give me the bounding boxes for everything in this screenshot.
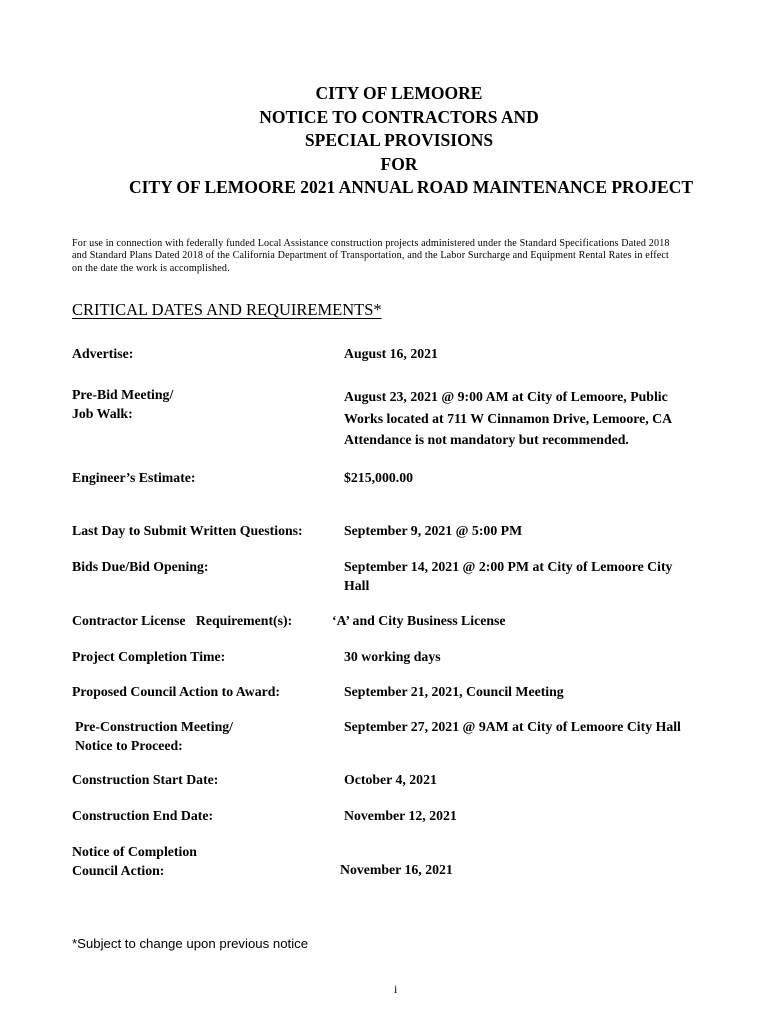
completion-time-value: 30 working days	[344, 649, 441, 664]
start-date-value: October 4, 2021	[344, 772, 437, 787]
title-line-notice: NOTICE TO CONTRACTORS AND	[259, 106, 539, 127]
estimate-value: $215,000.00	[344, 470, 413, 485]
intro-line: For use in connection with federally funded Local Assistance construction projects administered under the Standard Specifications Dated 2018	[72, 238, 670, 249]
estimate-label: Engineer’s Estimate:	[72, 470, 196, 485]
council-award-label: Proposed Council Action to Award:	[72, 684, 280, 699]
prebid-value	[344, 386, 672, 451]
prebid-label	[72, 386, 173, 423]
prebid-label-line: Pre-Bid Meeting/	[72, 387, 174, 402]
council-award-value: September 21, 2021, Council Meeting	[344, 684, 564, 699]
completion-time-label: Project Completion Time:	[72, 649, 226, 664]
prebid-value-line: Attendance is not mandatory but recommended.	[344, 432, 629, 447]
end-date-label: Construction End Date:	[72, 808, 214, 823]
bids-value-line: Hall	[344, 577, 370, 593]
notice-completion-label	[72, 843, 197, 880]
section-heading: CRITICAL DATES AND REQUIREMENTS*	[72, 300, 382, 319]
bids-label: Bids Due/Bid Opening:	[72, 559, 209, 574]
prebid-value-line: August 23, 2021 @ 9:00 AM at City of Lemoore, Public	[344, 389, 668, 404]
intro-line: and Standard Plans Dated 2018 of the California Department of Transportation, and the Labor Surcharge and Equipment Rental Rates in effect	[72, 250, 669, 262]
questions-label: Last Day to Submit Written Questions:	[72, 523, 303, 538]
advertise-value: August 16, 2021	[344, 346, 438, 361]
intro-line: on the date the work is accomplished.	[72, 262, 230, 274]
license-value: ‘A’ and City Business License	[332, 613, 506, 628]
questions-value: September 9, 2021 @ 5:00 PM	[344, 523, 523, 538]
preconstruction-label-line: Pre-Construction Meeting/	[75, 719, 233, 734]
prebid-label-line: Job Walk:	[72, 405, 133, 421]
start-date-label: Construction Start Date:	[72, 772, 219, 787]
prebid-value-line: Works located at 711 W Cinnamon Drive, Lemoore, CA	[344, 410, 673, 426]
preconstruction-value: September 27, 2021 @ 9AM at City of Lemoore City Hall	[344, 719, 681, 734]
notice-completion-value: November 16, 2021	[340, 862, 453, 877]
license-label: Contractor License Requirement(s):	[72, 613, 293, 628]
preconstruction-label	[75, 718, 233, 755]
bids-value-line: September 14, 2021 @ 2:00 PM at City of Lemoore City	[344, 559, 673, 574]
notice-completion-label-line: Council Action:	[72, 862, 165, 878]
notice-completion-label-line: Notice of Completion	[72, 844, 197, 859]
preconstruction-label-line: Notice to Proceed:	[75, 737, 183, 753]
bids-value	[344, 558, 672, 595]
page-number: i	[394, 982, 398, 996]
title-line-project: CITY OF LEMOORE 2021 ANNUAL ROAD MAINTENANCE PROJECT	[128, 177, 694, 197]
advertise-label: Advertise:	[72, 346, 134, 361]
end-date-value: November 12, 2021	[344, 808, 457, 823]
title-line-provisions: SPECIAL PROVISIONS	[304, 130, 494, 150]
document-title	[0, 82, 770, 200]
title-line-city: CITY OF LEMOORE	[315, 83, 483, 103]
intro-paragraph	[72, 238, 732, 275]
footnote: *Subject to change upon previous notice	[72, 936, 309, 951]
title-line-for: FOR	[380, 153, 418, 174]
